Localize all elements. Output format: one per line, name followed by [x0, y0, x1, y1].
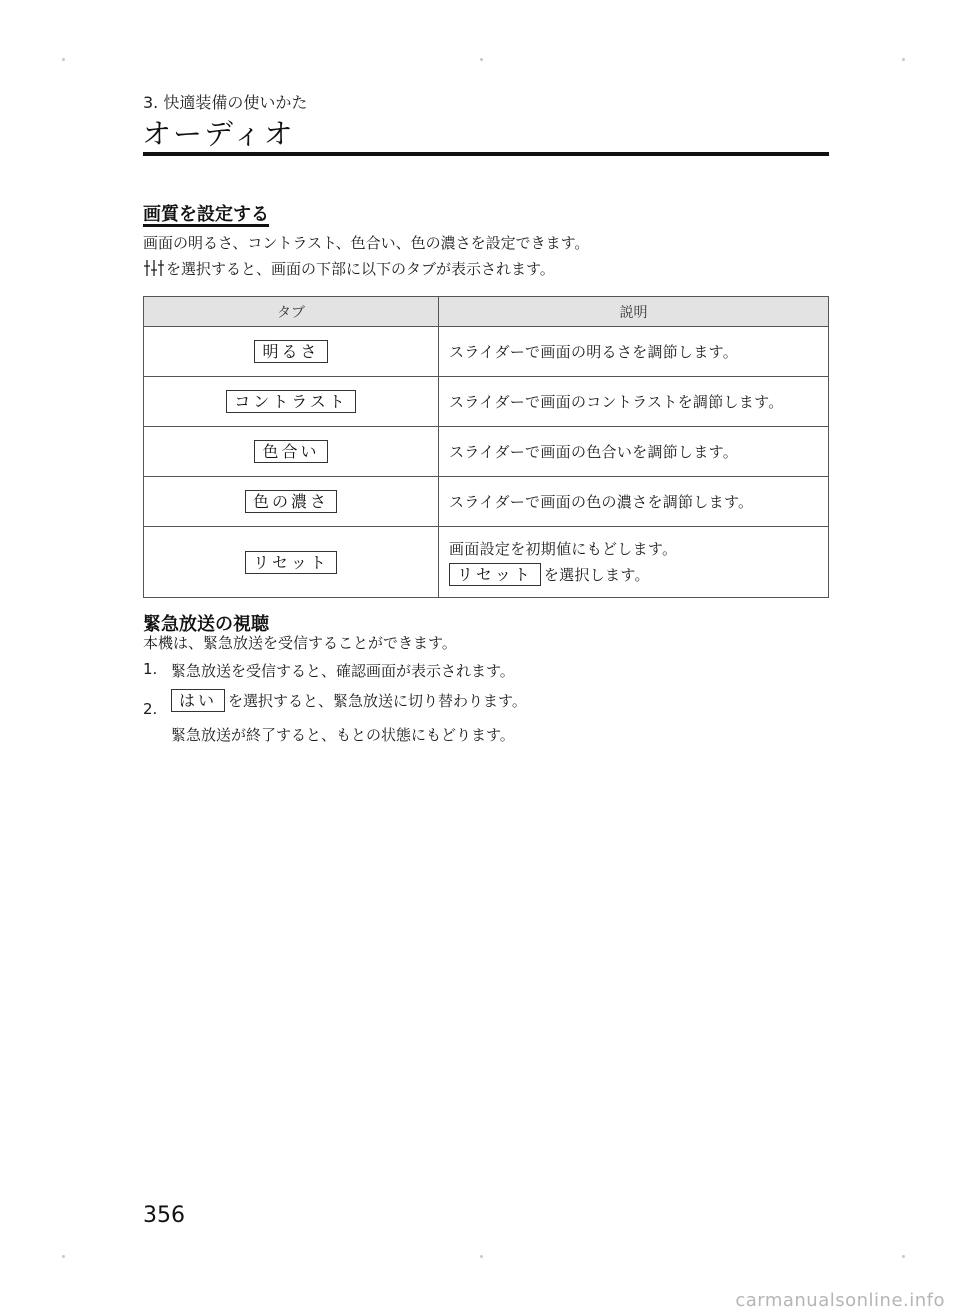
color-depth-tab-button[interactable]: 色の濃さ [245, 490, 337, 513]
chapter-title: 3. 快適装備の使いかた [143, 93, 308, 112]
emergency-heading: 緊急放送の視聴 [143, 614, 269, 635]
table-row [144, 377, 829, 427]
registration-mark [902, 58, 905, 61]
tint-tab-button[interactable]: 色合い [254, 440, 327, 463]
reset-description: 画面設定を初期値にもどします。 [449, 540, 678, 558]
step-2-instruction: を選択すると、緊急放送に切り替わります。 [228, 692, 527, 710]
equalizer-sliders-icon [143, 260, 165, 276]
table-row [144, 427, 829, 477]
step-1-text: 緊急放送を受信すると、確認画面が表示されます。 [171, 662, 515, 680]
header-tab: タブ [144, 297, 439, 327]
table-row [144, 327, 829, 377]
contrast-description: スライダーで画面のコントラストを調節します。 [439, 377, 829, 427]
table-row [144, 477, 829, 527]
instruction-text: を選択すると、画面の下部に以下のタブが表示されます。 [166, 260, 555, 278]
section-title: オーディオ [142, 117, 295, 151]
reset-select-text: を選択します。 [543, 566, 650, 584]
watermark: carmanualsonline.info [735, 1290, 945, 1311]
yes-button[interactable]: はい [171, 689, 225, 712]
brightness-tab-button[interactable]: 明るさ [254, 340, 327, 363]
title-divider [143, 152, 829, 156]
emergency-intro: 本機は、緊急放送を受信することができます。 [143, 634, 457, 652]
color-depth-description: スライダーで画面の色の濃さを調節します。 [439, 477, 829, 527]
picture-quality-intro: 画面の明るさ、コントラスト、色合い、色の濃さを設定できます。 [143, 234, 590, 252]
reset-button[interactable]: リセット [449, 563, 541, 586]
registration-mark [480, 1255, 483, 1258]
step-1-number: 1. [143, 660, 158, 678]
reset-tab-button[interactable]: リセット [245, 551, 337, 574]
table-header-row [144, 297, 829, 327]
table-row [144, 527, 829, 598]
registration-mark [902, 1255, 905, 1258]
contrast-tab-button[interactable]: コントラスト [226, 390, 356, 413]
step-2-number: 2. [143, 700, 158, 718]
step-2-text [171, 689, 527, 712]
tab-description-table [143, 296, 829, 598]
tint-description: スライダーで画面の色合いを調節します。 [439, 427, 829, 477]
registration-mark [62, 58, 65, 61]
page-number: 356 [143, 1203, 185, 1228]
brightness-description: スライダーで画面の明るさを調節します。 [439, 327, 829, 377]
header-description: 説明 [439, 297, 829, 327]
step-2-note: 緊急放送が終了すると、もとの状態にもどります。 [171, 726, 515, 744]
picture-quality-instruction [143, 258, 555, 279]
registration-mark [480, 58, 483, 61]
registration-mark [62, 1255, 65, 1258]
picture-quality-heading: 画質を設定する [143, 204, 269, 225]
